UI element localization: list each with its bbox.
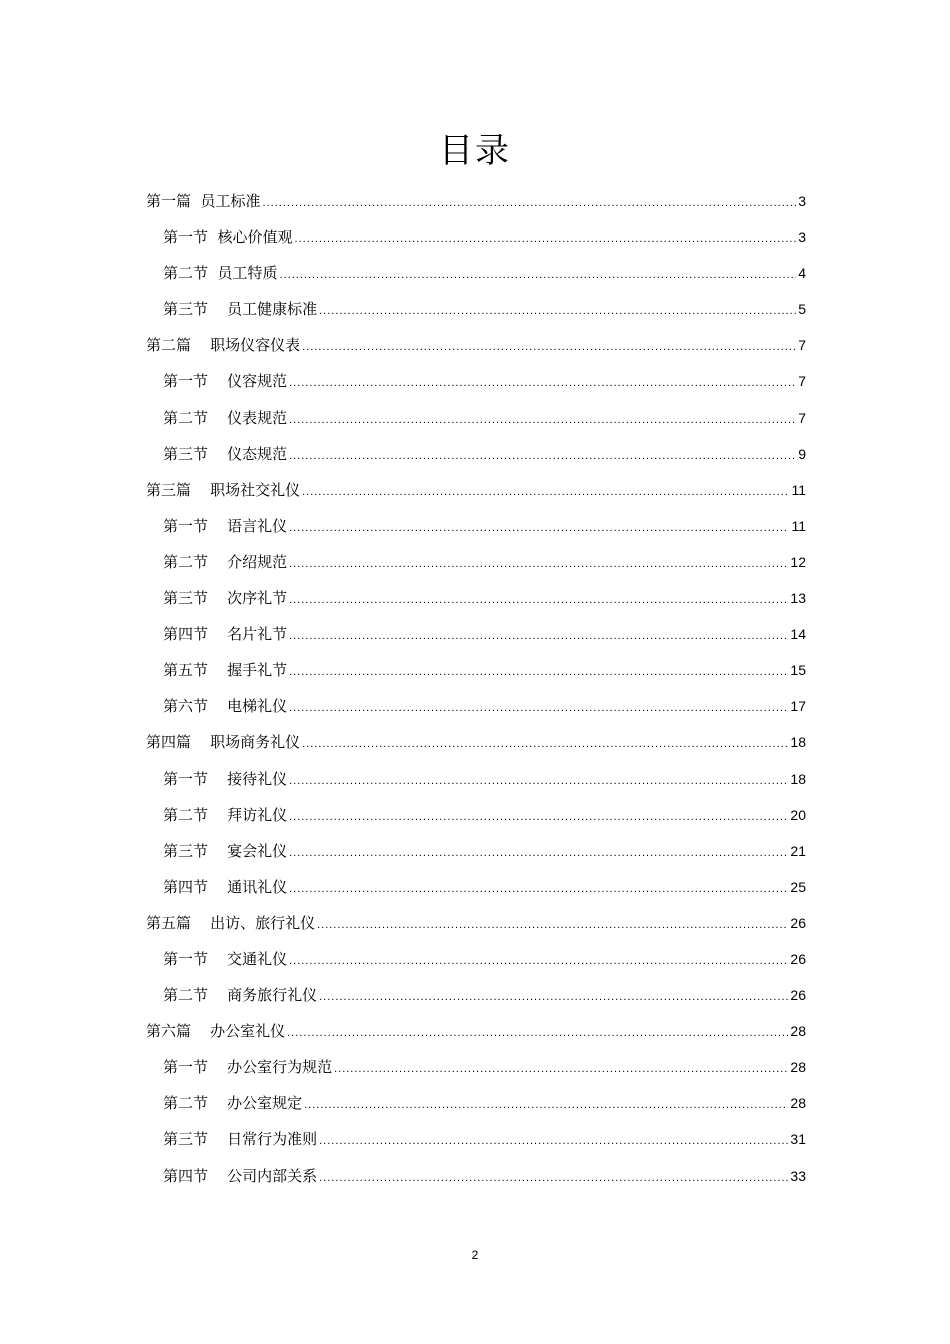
toc-entry-page: 28: [790, 1059, 806, 1076]
dot-leader: [289, 763, 788, 799]
toc-section-entry[interactable]: [146, 652, 806, 688]
toc-entry-label: 第一节 核心价值观: [163, 228, 293, 247]
dot-leader: [334, 1051, 788, 1087]
toc-entry-label: 第三篇 职场社交礼仪: [146, 480, 301, 499]
toc-entry-page: 21: [790, 842, 806, 859]
toc-entry-label: 第二篇 职场仪容仪表: [146, 336, 301, 355]
toc-entry-label: 第二节 仪表规范: [163, 408, 288, 427]
dot-leader: [317, 907, 788, 943]
dot-leader: [319, 293, 796, 329]
dot-leader: [304, 1087, 788, 1123]
toc-entry-page: 18: [790, 770, 806, 787]
toc-entry-page: 5: [798, 301, 806, 318]
toc-entry-page: 17: [790, 698, 806, 715]
dot-leader: [289, 582, 788, 618]
toc-entry-label: 第六篇 办公室礼仪: [146, 1022, 286, 1041]
dot-leader: [289, 546, 788, 582]
toc-section-entry[interactable]: [146, 544, 806, 580]
dot-leader: [302, 726, 788, 762]
toc-entry-page: 7: [798, 337, 806, 354]
toc-section-entry[interactable]: [146, 400, 806, 436]
toc-entry-label: 第六节 电梯礼仪: [163, 697, 288, 716]
toc-entry-page: 12: [790, 553, 806, 570]
toc-section-entry[interactable]: [146, 1049, 806, 1085]
dot-leader: [289, 618, 788, 654]
toc-entry-page: 7: [798, 373, 806, 390]
dot-leader: [289, 690, 788, 726]
table-of-contents: [146, 183, 806, 1194]
toc-entry-label: 第五篇 出访、旅行礼仪: [146, 913, 316, 932]
toc-section-entry[interactable]: [146, 291, 806, 327]
dot-leader: [289, 871, 788, 907]
toc-section-entry[interactable]: [146, 688, 806, 724]
dot-leader: [289, 835, 788, 871]
toc-entry-page: 20: [790, 806, 806, 823]
page-number: 2: [471, 1248, 479, 1262]
toc-entry-label: 第一节 接待礼仪: [163, 769, 288, 788]
toc-entry-page: 9: [798, 445, 806, 462]
toc-part-entry[interactable]: [146, 905, 806, 941]
toc-entry-label: 第三节 日常行为准则: [163, 1130, 318, 1149]
toc-part-entry[interactable]: [146, 724, 806, 760]
toc-entry-page: 26: [790, 987, 806, 1004]
toc-entry-label: 第二节 拜访礼仪: [163, 805, 288, 824]
toc-entry-label: 第二节 办公室规定: [163, 1094, 303, 1113]
dot-leader: [319, 979, 788, 1015]
toc-entry-label: 第三节 宴会礼仪: [163, 841, 288, 860]
dot-leader: [302, 474, 789, 510]
toc-entry-page: 11: [791, 481, 806, 498]
toc-entry-label: 第三节 仪态规范: [163, 444, 288, 463]
toc-entry-page: 14: [790, 626, 806, 643]
toc-entry-page: 26: [790, 950, 806, 967]
dot-leader: [287, 1015, 788, 1051]
toc-entry-page: 26: [790, 914, 806, 931]
dot-leader: [289, 402, 796, 438]
toc-entry-page: 7: [798, 409, 806, 426]
toc-entry-label: 第五节 握手礼节: [163, 661, 288, 680]
toc-entry-page: 3: [798, 193, 806, 209]
toc-section-entry[interactable]: [146, 833, 806, 869]
toc-entry-label: 第四节 通讯礼仪: [163, 877, 288, 896]
toc-section-entry[interactable]: [146, 1121, 806, 1157]
toc-part-entry[interactable]: [146, 327, 806, 363]
toc-section-entry[interactable]: [146, 580, 806, 616]
toc-entry-label: 第一节 办公室行为规范: [163, 1058, 333, 1077]
toc-section-entry[interactable]: [146, 436, 806, 472]
dot-leader: [302, 329, 796, 365]
dot-leader: [289, 654, 788, 690]
toc-section-entry[interactable]: [146, 941, 806, 977]
toc-section-entry[interactable]: [146, 869, 806, 905]
toc-entry-label: 第一节 交通礼仪: [163, 949, 288, 968]
toc-title: 目录: [439, 131, 511, 171]
toc-part-entry[interactable]: [146, 472, 806, 508]
toc-section-entry[interactable]: [146, 1085, 806, 1121]
toc-section-entry[interactable]: [146, 255, 806, 291]
dot-leader: [289, 943, 788, 979]
toc-section-entry[interactable]: [146, 616, 806, 652]
toc-section-entry[interactable]: [146, 219, 806, 255]
toc-entry-page: 4: [798, 265, 806, 282]
dot-leader: [289, 438, 796, 474]
toc-part-entry[interactable]: [146, 183, 806, 219]
toc-part-entry[interactable]: [146, 1013, 806, 1049]
dot-leader: [280, 257, 797, 293]
toc-section-entry[interactable]: [146, 797, 806, 833]
toc-section-entry[interactable]: [146, 508, 806, 544]
toc-entry-page: 11: [791, 517, 806, 534]
dot-leader: [295, 221, 797, 257]
dot-leader: [319, 1123, 788, 1159]
toc-section-entry[interactable]: [146, 1158, 806, 1194]
toc-entry-label: 第一篇 员工标准: [146, 192, 261, 210]
dot-leader: [263, 185, 797, 221]
toc-section-entry[interactable]: [146, 363, 806, 399]
toc-entry-label: 第二节 员工特质: [163, 264, 278, 283]
toc-entry-page: 28: [790, 1095, 806, 1112]
toc-entry-page: 33: [790, 1167, 806, 1184]
toc-entry-label: 第一节 语言礼仪: [163, 516, 288, 535]
toc-entry-page: 3: [798, 229, 806, 246]
toc-section-entry[interactable]: [146, 977, 806, 1013]
toc-entry-page: 15: [790, 662, 806, 679]
toc-entry-label: 第二节 商务旅行礼仪: [163, 986, 318, 1005]
toc-entry-label: 第一节 仪容规范: [163, 372, 288, 391]
toc-entry-label: 第四节 名片礼节: [163, 625, 288, 644]
toc-entry-page: 25: [790, 878, 806, 895]
dot-leader: [289, 510, 789, 546]
toc-entry-page: 13: [790, 590, 806, 607]
dot-leader: [289, 799, 788, 835]
toc-entry-label: 第三节 次序礼节: [163, 589, 288, 608]
toc-section-entry[interactable]: [146, 761, 806, 797]
toc-entry-label: 第三节 员工健康标准: [163, 300, 318, 319]
toc-entry-page: 31: [790, 1131, 806, 1148]
toc-entry-page: 18: [790, 734, 806, 751]
toc-entry-label: 第四节 公司内部关系: [163, 1166, 318, 1185]
toc-entry-label: 第二节 介绍规范: [163, 552, 288, 571]
dot-leader: [289, 365, 796, 401]
dot-leader: [319, 1160, 788, 1196]
toc-entry-page: 28: [790, 1023, 806, 1040]
toc-entry-label: 第四篇 职场商务礼仪: [146, 733, 301, 752]
